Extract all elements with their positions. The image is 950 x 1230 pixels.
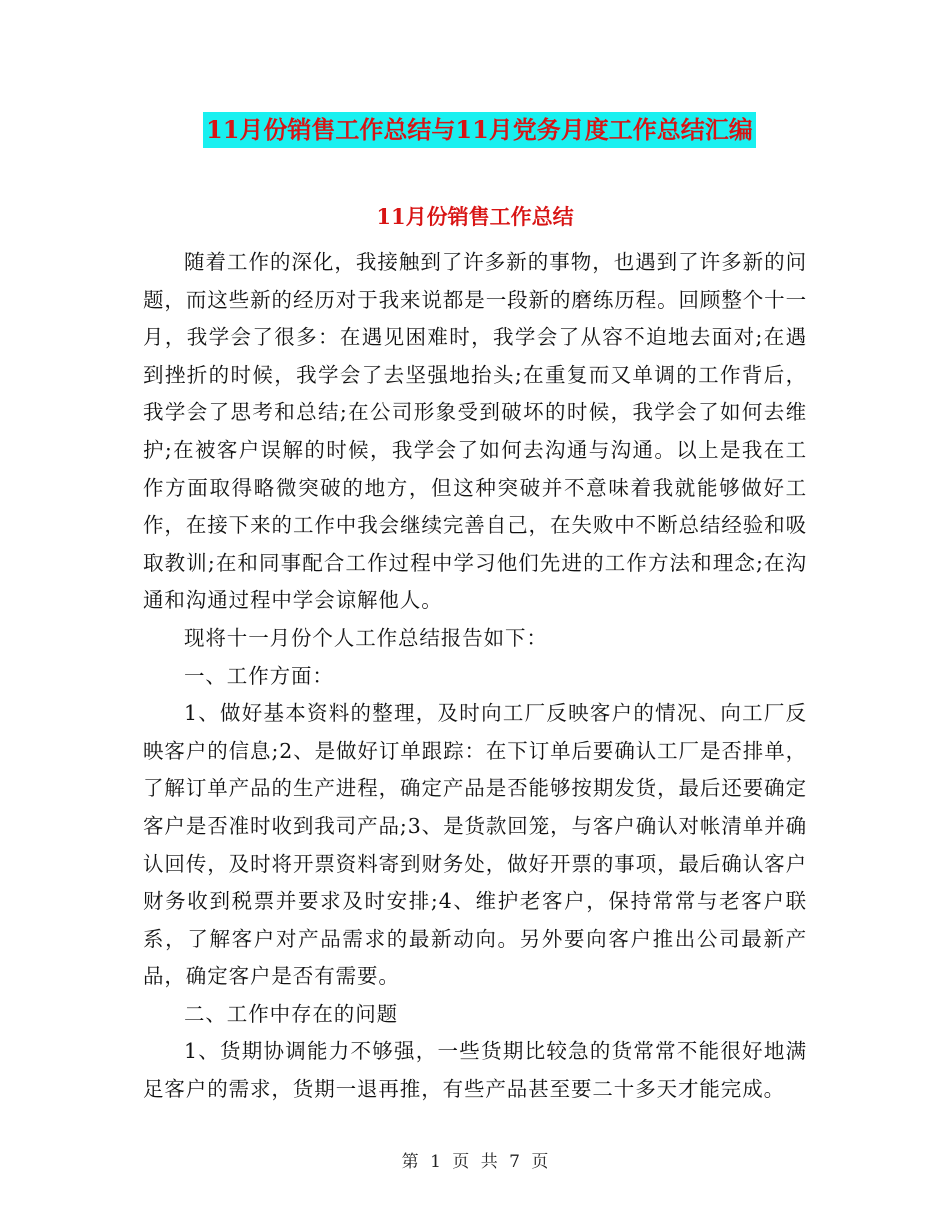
footer-total-word: 共 [480,1152,498,1172]
footer-current-page: 1 [430,1152,441,1172]
paragraph-work-items: 1、做好基本资料的整理，及时向工厂反映客户的情况、向工厂反映客户的信息;2、是做好订单跟踪：在下订单后要确认工厂是否排单，了解订单产品的生产进程，确定产品是否能够按期发货，最后还要确定客户是否准时收到我司产品;3、是货款回笼，与客户确认对帐清单并确认回传，及时将开票资料寄到财务处，做好开票的事项，最后确认客户财务收到税票并要求及时安排;4、维护老客户，保持常常与老客户联系，了解客户对产品需求的最新动向。另外要向客户推出公司最新产品，确定客户是否有需要。 [143,701,807,989]
document-title: 11月份销售工作总结与11月党务月度工作总结汇编 [203,112,756,148]
footer-total-pages: 7 [509,1152,520,1172]
heading-work-aspects: 一、工作方面： [184,663,334,688]
paragraph-report-lead: 现将十一月份个人工作总结报告如下： [184,625,548,650]
document-body [143,244,807,1109]
section-title: 11月份销售工作总结 [376,204,574,229]
footer-suffix: 页 [531,1152,549,1172]
footer-prefix: 第 [401,1152,419,1172]
paragraph-problem-1: 1、货期协调能力不够强，一些货期比较急的货常常不能很好地满足客户的需求，货期一退再推，有些产品甚至要二十多天才能完成。 [143,1039,807,1102]
page-footer [0,1150,950,1174]
footer-page-word: 页 [452,1152,470,1172]
heading-problems: 二、工作中存在的问题 [184,1001,398,1026]
paragraph-intro: 随着工作的深化，我接触到了许多新的事物，也遇到了许多新的问题，而这些新的经历对于我来说都是一段新的磨练历程。回顾整个十一月，我学会了很多：在遇见困难时，我学会了从容不迫地去面对;在遇到挫折的时候，我学会了去坚强地抬头;在重复而又单调的工作背后，我学会了思考和总结;在公司形象受到破坏的时候，我学会了如何去维护;在被客户误解的时候，我学会了如何去沟通与沟通。以上是我在工作方面取得略微突破的地方，但这种突破并不意味着我就能够做好工作，在接下来的工作中我会继续完善自己，在失败中不断总结经验和吸取教训;在和同事配合工作过程中学习他们先进的工作方法和理念;在沟通和沟通过程中学会谅解他人。 [143,250,807,613]
